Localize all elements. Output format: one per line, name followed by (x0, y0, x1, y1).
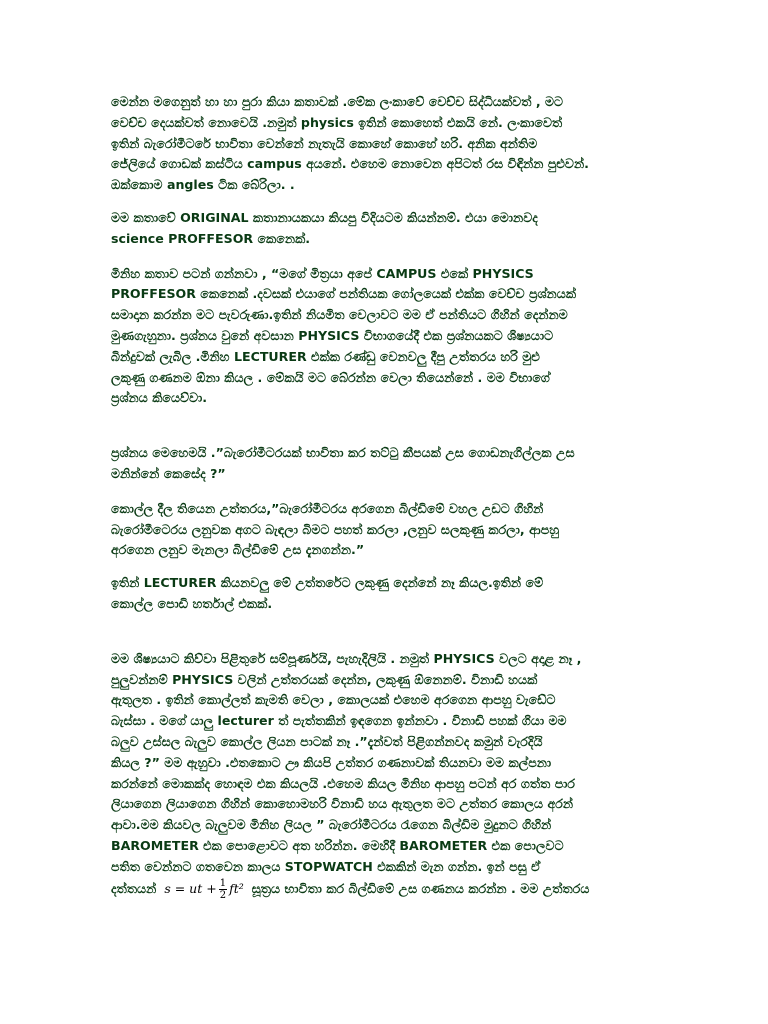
formula-fraction (219, 878, 227, 901)
formula-left: s = ut + (164, 880, 217, 896)
paragraph-lecturer: ඉතින් LECTURER කියනවලු මේ උත්තරේට ලකුණු දෙන්නේ නෑ කියල.ඉතින් මේ කොල්ල පොඩි හර්තාල් එකක්. (111, 575, 544, 611)
paragraph-resolution: මම ශිෂ්‍යයාට කිව්වා පිළිතුරේ සම්පූර්ණයි, පැහැදිලියි . නමුත් PHYSICS වලට අදාළ නෑ , පුලුවන්නම් PHYSICS වලින් උත්තරයක් දෙන්න, ලකුණු ඕනෙනම්. විනාඩි හයක් ඇතුලත . ඉතින් කොල්ලත් කැමති වෙලා , කොලයක් එහෙම අරගෙන ආපහු වැඩේට බැස්සා . මගේ යාලු lecturer ත් පැත්තකින් ඉඳගෙන ඉන්නවා . විනාඩි පහක් ගියා මම බලුව උස්සල බැලුව කොල්ල ලියන පාටක් නෑ .”දැන්වත් පිළිගන්නවද කමුන් වැරදියි කියල ?” මම ඇහුවා .එතකොට ඌ කියපි උත්තර ගණනාවක් තියනවා මම කල්පනා කරන්නේ මොකක්ද හොඳම එක කියලයි .එහෙම කියල මිනිහ ආපහු පටන් අර ගත්ත පාර ලියාගෙන ලියාගෙන ගිහින් කොහොමහරි විනාඩි හය ඇතුලත මට උත්තර කොලය අරන් ආවා.මම කියවල බැලුවම මිනිහ ලියල ” බැරෝමීටරය රැගෙන බිල්ඩිම මුදුනට ගිහින් BAROMETER එක පොළොවට අත හරින්න. මෙහිදී BAROMETER එක පොලවට පතිත වෙන්නට ගතවෙන කාලය STOPWATCH එකකින් මැන ගන්න. ඉන් පසු ඒ (111, 650, 582, 874)
paragraph-student-answer: කොල්ල දීල තියෙන උත්තරය,”බැරෝමීටරය අරගෙන බිල්ඩිමේ වහල උඩට ගිහින් බැරෝමීටෙරය ලනුවක අගට බැඳලා බිමට පහත් කරලා ,ලනුව සලකුණු කරලා, ආපහු අරගෙන ලනුව මැනලා බිල්ඩිමේ උස දැනගන්න.” (111, 500, 560, 558)
paragraph-professor: මම කතාවේ ORIGINAL කතානායකයා කියපු විදියටම කියන්නම්. එයා මොනවද science PROFFESOR කෙනෙක්. (111, 209, 538, 246)
formula-right: ft² (229, 880, 244, 896)
formula-line (111, 878, 657, 901)
fraction-denominator: 2 (219, 889, 227, 901)
document-page (111, 92, 657, 901)
paragraph-question: ප්‍රශ්නය මෙහෙමයි .”බැරෝමීටරයක් භාවිතා කර තට්ටු කීපයක් උස ගොඩනැගිල්ලක උස මනින්නේ කෙසේද ?” (111, 445, 575, 481)
paragraph-story-start: මිනිහ කතාව පටන් ගන්නවා , “මගේ මිත්‍රයා අපේ CAMPUS එකේ PHYSICS PROFFESOR කෙනෙක් .දවසක් එයාගේ පන්තියක ගෝලයෙක් එක්ක වෙච්ච ප්‍රශ්නයක් සමාදාන කරන්න මට පැවරුණා.ඉතින් නියමිත වෙලාවට මම ඒ පන්තියට ගිහින් දෙන්නම මුණගැහුනා. ප්‍රශ්නය වුනේ අවසාන PHYSICS විභාගයේදී එක ප්‍රශ්නයකට ශිෂ්‍යයාට බින්දුවක් ලැබිල .මිනිහ LECTURER එක්ක රණ්ඩු වෙනවලු දීපු උත්තරය හරි මුළු ලකුණු ගණනම ඕනා කියල . මේකයි මට බේරන්න වෙලා තියෙන්නේ . මම විභාගේ ප්‍රශ්නය කියෙව්වා. (111, 265, 577, 406)
kinematics-formula (160, 878, 247, 901)
formula-line-tail: සූත්‍රය භාවිතා කර බිල්ඩිමේ උස ගණනය කරන්න . මම උත්තරය (251, 880, 590, 896)
formula-line-lead: දත්තයන් (111, 880, 157, 896)
fraction-numerator: 1 (219, 877, 227, 889)
paragraph-intro: මෙන්න මගෙනුත් හා හා පුරා කියා කතාවක් .මේක ලංකාවේ වෙච්ච සිද්ධියක්වත් , මට වෙච්ච දෙයක්වත් නොවෙයි .නමුත් physics ඉතින් කොහෙත් එකයි නේ. ලංකාවෙත් ඉතින් බැරෝමීටරේ භාවිතා වෙන්නේ නැතැයි කොහේ කොහේ හරි. අනික අන්තිම ජේලියේ ගොඩක් කස්ටිය campus අයනේ. එහෙම නොවෙන අපිටත් රස විඳින්න පුළුවන්. ඔක්කොම angles ටික බේරිලා. . (111, 94, 589, 193)
